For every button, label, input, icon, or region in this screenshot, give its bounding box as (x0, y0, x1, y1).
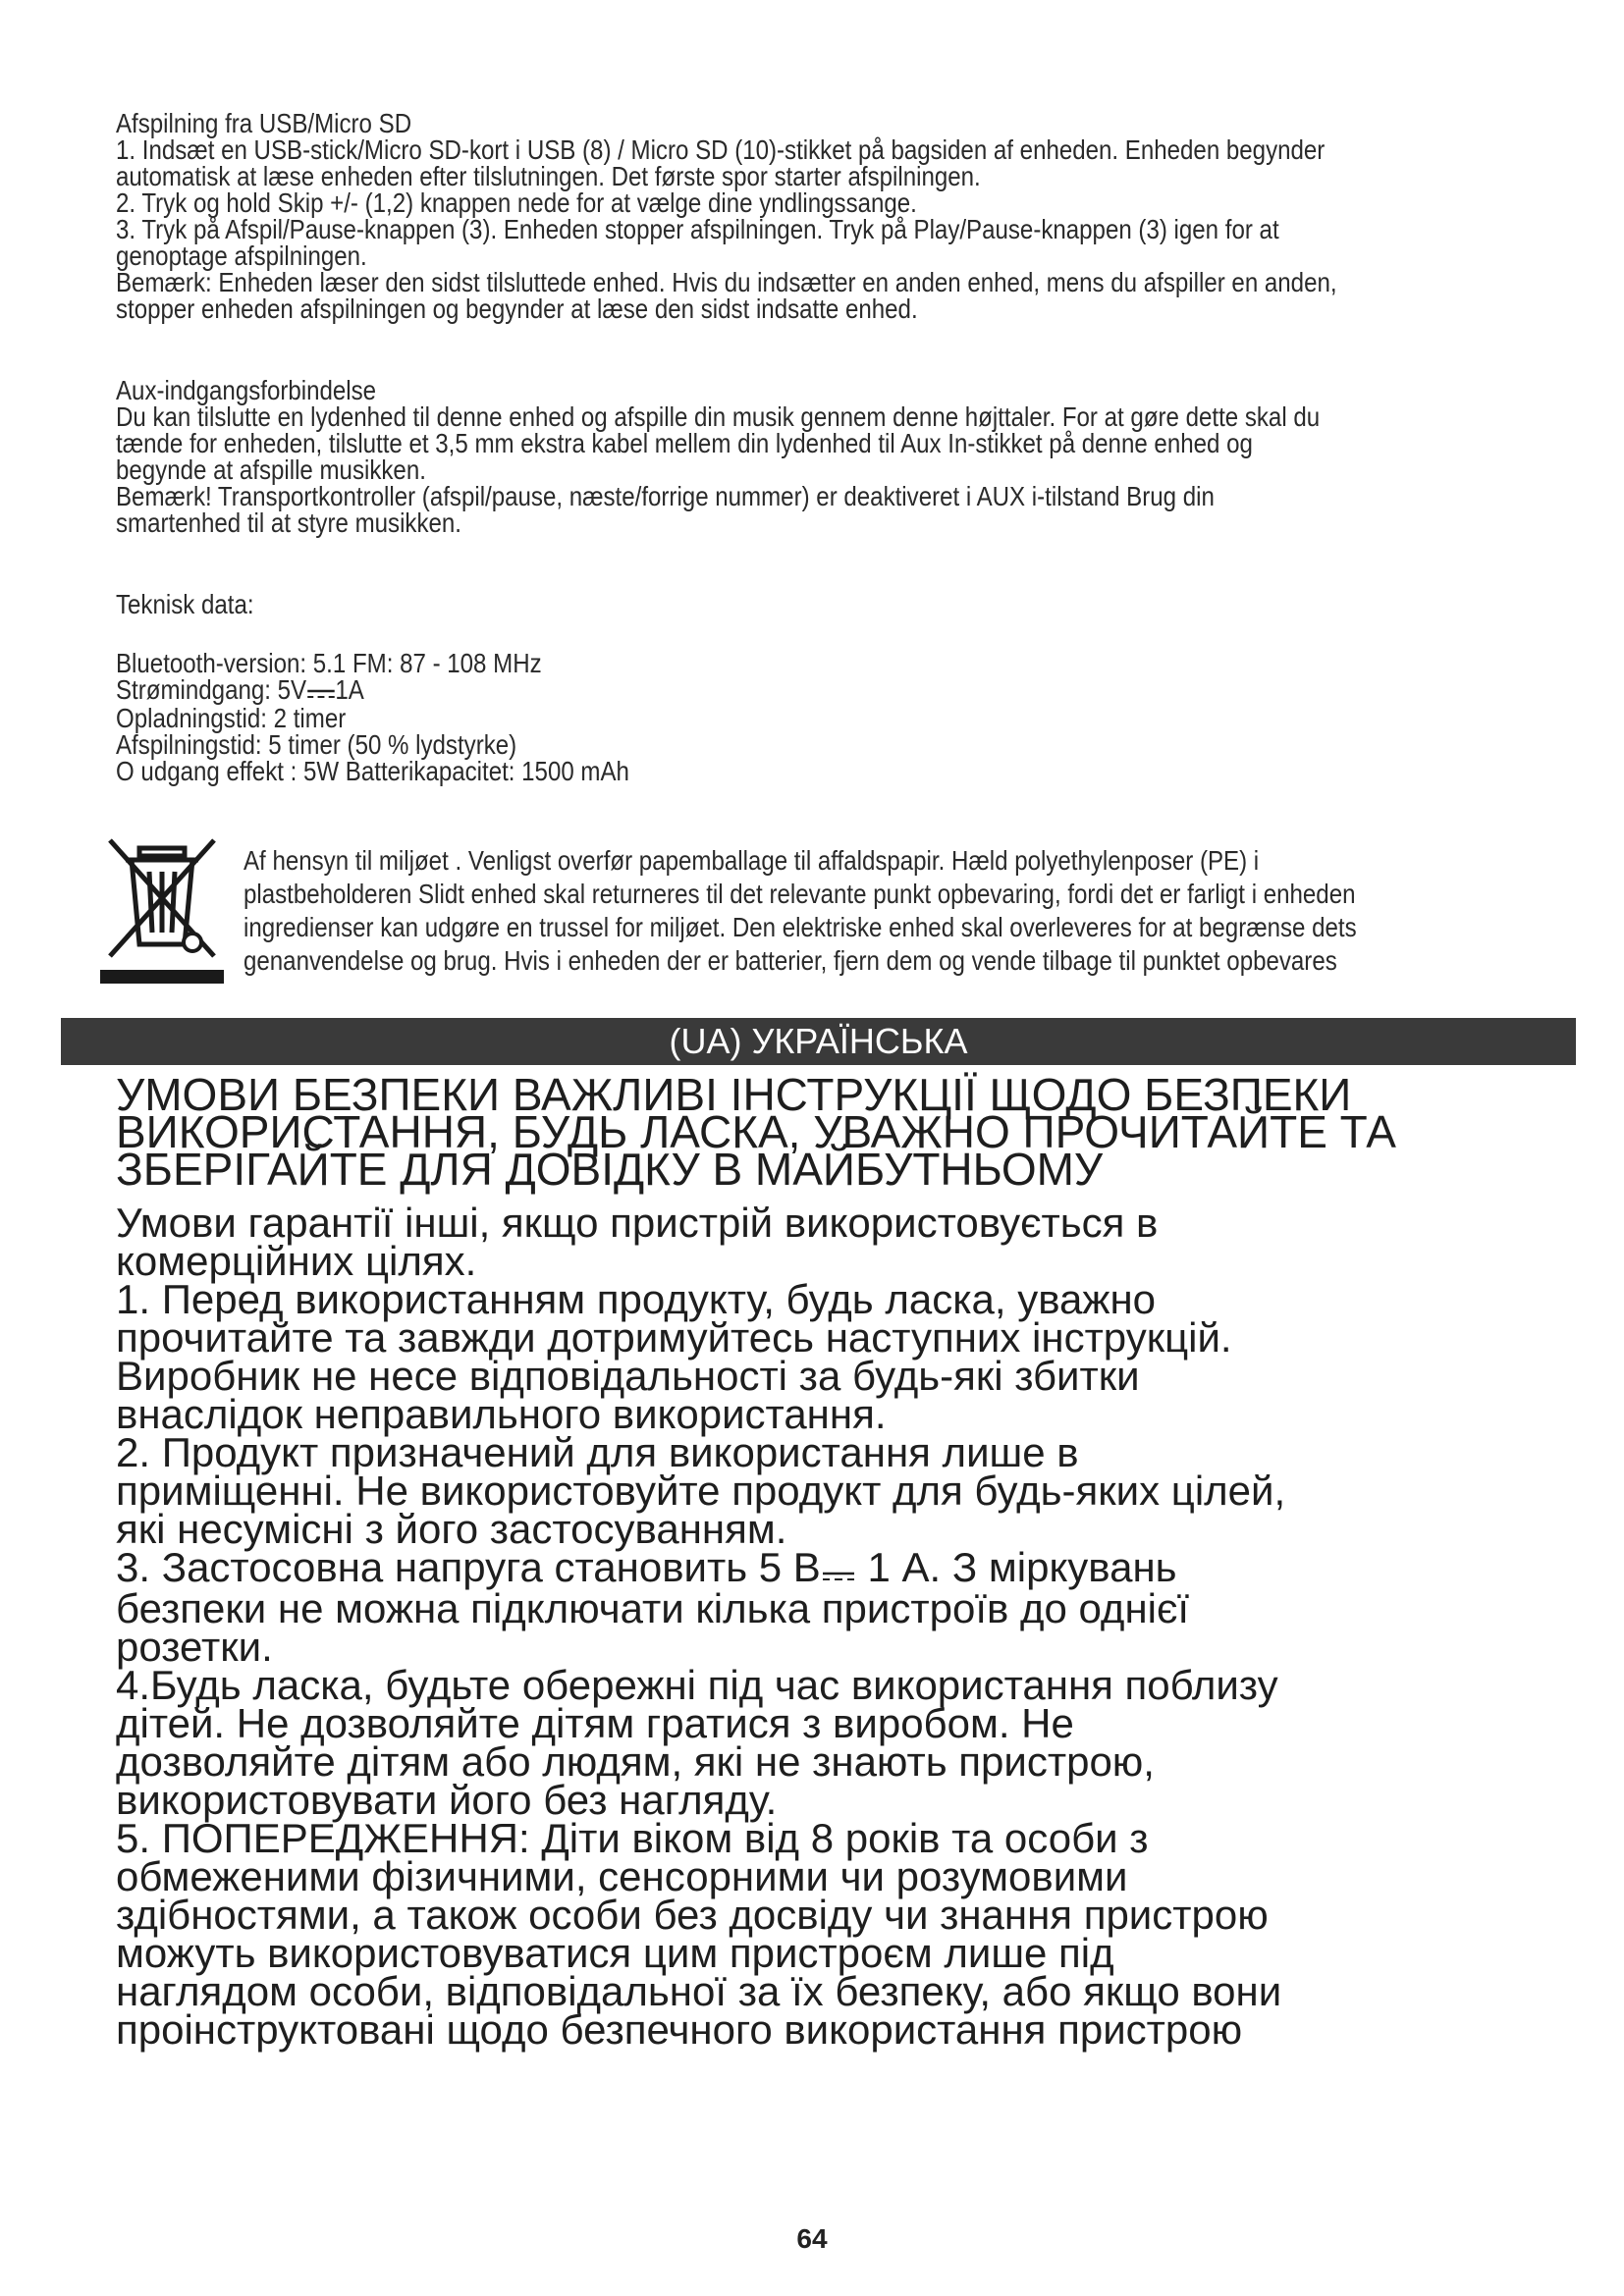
output-spec: O udgang effekt : 5W Batterikapacitet: 1500 mAh (116, 756, 629, 787)
aux-line: tænde for enheden, tilslutte et 3,5 mm ekstra kabel mellem din lydenhed til Aux In-stikket på denne enhed og (116, 428, 1253, 458)
ua-line: внаслідок неправильного використання. (116, 1391, 887, 1437)
ua-line: використовувати його без нагляду. (116, 1777, 778, 1824)
aux-line: Du kan tilslutte en lydenhed til denne enhed og afspille din musik gennem denne højttaler. For at gøre dette skal du (116, 401, 1321, 432)
usb-line: Bemærk: Enheden læser den sidst tilsluttede enhed. Hvis du indsætter en anden enhed, mens du afspiller en anden, (116, 267, 1337, 297)
voltage-suffix: 1 А. З міркувань (855, 1544, 1177, 1590)
ua-safety-body (116, 1200, 1286, 2054)
aux-line: Bemærk! Transportkontroller (afspil/pause, næste/forrige nummer) er deaktiveret i AUX i-tilstand Brug din (116, 481, 1215, 511)
aux-line: smartenhed til at styre musikken. (116, 507, 461, 538)
section-bar-ukrainian: (UA) УКРАЇНСЬКА (61, 1018, 1576, 1065)
usb-heading: Afspilning fra USB/Micro SD (116, 108, 412, 138)
ua-safety-title (116, 1069, 1396, 1195)
aux-heading: Aux-indgangsforbindelse (116, 375, 377, 405)
ua-line: проінструктовані щодо безпечного використання пристрою (116, 2006, 1243, 2054)
ua-line: безпеки не можна підключати кілька пристроїв до однієї (116, 1585, 1190, 1632)
power-suffix: 1A (335, 674, 364, 705)
bluetooth-spec: Bluetooth-version: 5.1 FM: 87 - 108 MHz (116, 648, 542, 678)
ua-line: Умови гарантії інші, якщо пристрій використовується в (116, 1200, 1159, 1246)
ua-voltage-line (116, 1544, 1285, 1590)
usb-line: stopper enheden afspilningen og begynder at læse den sidst indsatte enhed. (116, 294, 918, 324)
ua-title-line: ВИКОРИСТАННЯ, БУДЬ ЛАСКА, УВАЖНО ПРОЧИТАЙТЕ ТА (116, 1106, 1396, 1157)
voltage-prefix: 3. Застосовна напруга становить 5 В (116, 1544, 821, 1590)
usb-line: 3. Tryk på Afspil/Pause-knappen (3). Enheden stopper afspilningen. Tryk på Play/Pause-knappen (3) igen for at (116, 214, 1279, 244)
playtime-spec: Afspilningstid: 5 timer (50 % lydstyrke) (116, 729, 517, 761)
usb-line: automatisk at læse enheden efter tilslutningen. Det første spor starter afspilningen. (116, 161, 981, 191)
ua-line: 4.Будь ласка, будьте обережні під час використання поблизу (116, 1662, 1278, 1709)
usb-line: genoptage afspilningen. (116, 240, 367, 271)
page-number: 64 (796, 2223, 828, 2254)
ua-line: комерційних цілях. (116, 1238, 477, 1284)
ua-line: розетки. (116, 1624, 273, 1671)
ua-line: дозволяйте дітям або людям, які не знають пристрою, (116, 1738, 1155, 1786)
ua-title-line: ЗБЕРІГАЙТЕ ДЛЯ ДОВІДКУ В МАЙБУТНЬОМУ (116, 1144, 1104, 1195)
weee-line: Af hensyn til miljøet . Venligst overfør papemballage til affaldspapir. Hæld polyethylenposer (PE) i (244, 845, 1260, 876)
ua-line: можуть використовуватися цим пристроєм лише під (116, 1930, 1114, 1977)
ua-line: які несумісні з його застосуванням. (116, 1506, 787, 1552)
weee-text (244, 844, 1357, 978)
ua-line: прочитайте та завжди дотримуйтесь наступних інструкцій. (116, 1314, 1232, 1361)
weee-line: genanvendelse og brug. Hvis i enheden der er batterier, fjern dem og vende tilbage til punktet opbevares (244, 945, 1337, 976)
weee-line: plastbeholderen Slidt enhed skal returneres til det relevante punkt opbevaring, fordi det er farligt i enheden (244, 879, 1356, 909)
ua-line: 1. Перед використанням продукту, будь ласка, уважно (116, 1276, 1157, 1322)
ua-line: наглядом особи, відповідальної за їх безпеку, або якщо вони (116, 1968, 1282, 2015)
ua-line: Виробник не несе відповідальності за будь-які збитки (116, 1353, 1140, 1399)
tech-specs (116, 648, 629, 787)
ua-line: 2. Продукт призначений для використання лише в (116, 1429, 1079, 1475)
aux-line: begynde at afspille musikken. (116, 454, 426, 485)
ua-line: здібностями, а також особи без досвіду чи знання пристрою (116, 1892, 1269, 1939)
tech-heading: Teknisk data: (116, 589, 254, 619)
ua-line: дітей. Не дозволяйте дітям гратися з виробом. Не (116, 1700, 1074, 1747)
weee-bin-icon (100, 834, 224, 984)
usb-line: 2. Tryk og hold Skip +/- (1,2) knappen nede for at vælge dine yndlingssange. (116, 187, 917, 218)
charging-spec: Opladningstid: 2 timer (116, 703, 347, 734)
ua-line: обмеженими фізичними, сенсорними чи розумовими (116, 1853, 1128, 1900)
dc-symbol-icon (306, 678, 335, 705)
weee-line: ingredienser kan udgøre en trussel for miljøet. Den elektriske enhed skal overleveres for at begrænse dets (244, 912, 1357, 942)
power-spec (116, 676, 629, 705)
aux-section (116, 377, 1320, 536)
power-prefix: Strømindgang: 5V (116, 674, 307, 705)
usb-section (116, 110, 1337, 322)
ua-line: приміщенні. Не використовуйте продукт для будь-яких цілей, (116, 1468, 1286, 1514)
usb-line: 1. Indsæt en USB-stick/Micro SD-kort i USB (8) / Micro SD (10)-stikket på bagsiden af enheden. Enheden begynder (116, 134, 1326, 165)
ua-title-line: УМОВИ БЕЗПЕКИ ВАЖЛИВІ ІНСТРУКЦІЇ ЩОДО БЕЗПЕКИ (116, 1069, 1352, 1120)
ua-line: 5. ПОПЕРЕДЖЕННЯ: Діти віком від 8 років та особи з (116, 1815, 1149, 1862)
dc-symbol-icon (821, 1551, 856, 1589)
